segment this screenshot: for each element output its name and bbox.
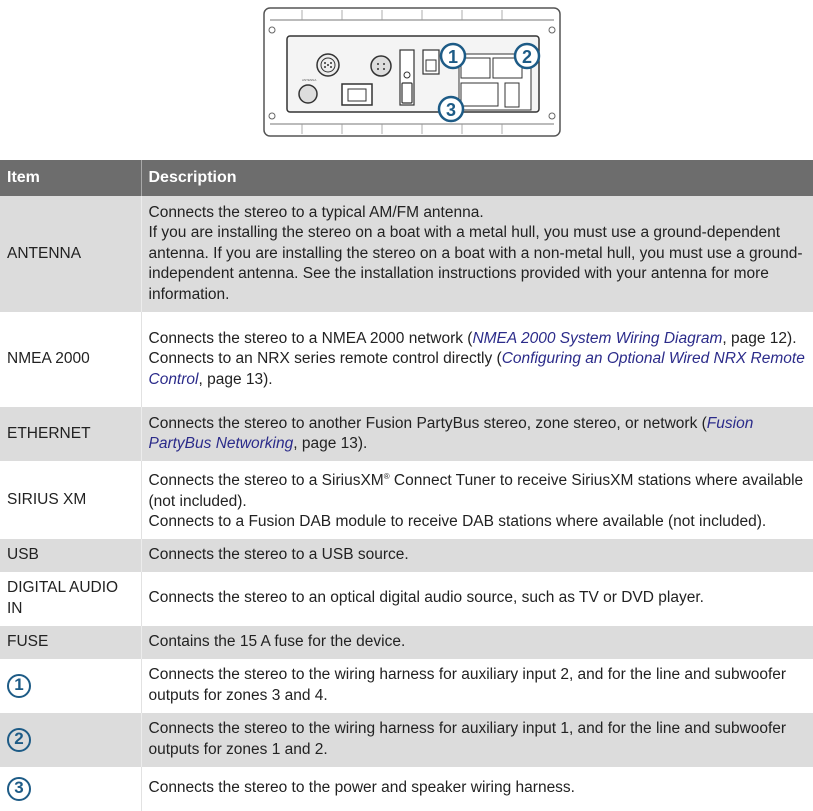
cross-reference-link[interactable]: NMEA 2000 System Wiring Diagram: [472, 329, 723, 347]
table-row-callout-1: [0, 659, 813, 713]
table-header-row: [0, 160, 813, 196]
description-text: Connects the stereo to another Fusion PartyBus stereo, zone stereo, or network (: [148, 414, 707, 432]
table-row-usb: [0, 539, 813, 572]
description-text: Connect Tuner to receive SiriusXM stations where available (not included).: [148, 472, 804, 510]
item-label: ANTENNA: [0, 196, 141, 312]
antenna-port-icon: [299, 78, 317, 103]
column-header-description: Description: [141, 160, 813, 196]
table-row-nmea2000: [0, 312, 813, 407]
table-row-antenna: [0, 196, 813, 312]
table-row-fuse: [0, 626, 813, 659]
description-text: , page 13).: [198, 370, 273, 388]
svg-text:3: 3: [445, 100, 457, 120]
description-text: , page 12).: [722, 329, 797, 347]
item-label: NMEA 2000: [0, 312, 141, 407]
device-figure: [0, 0, 813, 160]
description-text: Connects to an NRX series remote control directly (: [148, 350, 502, 368]
item-description: Connects the stereo to the power and speaker wiring harness.: [148, 779, 575, 797]
table-row-callout-2: [0, 713, 813, 767]
item-label: FUSE: [0, 626, 141, 659]
item-description: [141, 312, 813, 407]
callout-3-marker: [439, 97, 463, 121]
item-label: [0, 713, 141, 767]
item-label: [0, 659, 141, 713]
svg-text:ANTENNA: ANTENNA: [302, 78, 317, 82]
table-row-ethernet: [0, 407, 813, 461]
svg-text:1: 1: [447, 47, 459, 67]
item-label: DIGITAL AUDIO IN: [0, 572, 141, 626]
callout-2-marker: [515, 44, 539, 68]
description-text: , page 13).: [293, 435, 368, 452]
item-label: SIRIUS XM: [0, 461, 141, 539]
description-text: Connects the stereo to a NMEA 2000 network (: [148, 329, 473, 347]
item-description: Connects the stereo to the wiring harness for auxiliary input 1, and for the line and subwoofer outputs for zones 1 and 2.: [141, 713, 813, 767]
connector-table: [0, 160, 813, 811]
callout-3-icon: 3: [7, 777, 31, 801]
nmea2000-port-icon: [317, 54, 339, 76]
item-description: Connects the stereo to a USB source.: [141, 539, 813, 572]
item-description: [141, 407, 813, 461]
stereo-rear-panel-illustration: [262, 6, 562, 138]
description-line: Connects to a Fusion DAB module to receive DAB stations where available (not included).: [148, 513, 767, 531]
item-description: [141, 461, 813, 539]
registered-mark: ®: [383, 472, 390, 481]
description-line: If you are installing the stereo on a boat with a metal hull, you must use a ground-dependent antenna. If you are installing the stereo on a boat with a non-metal hull, you must use a ground-independent antenna. See the installation instructions provided with your antenna for more information.: [148, 224, 803, 303]
item-description: Connects the stereo to an optical digital audio source, such as TV or DVD player.: [148, 589, 704, 607]
callout-1-icon: 1: [7, 674, 31, 698]
table-row-siriusxm: [0, 461, 813, 539]
table-row-digital-audio-in: [0, 572, 813, 626]
cross-reference-link[interactable]: Configuring an Optional Wired NRX Remote Control: [148, 350, 805, 388]
item-description: [141, 196, 813, 312]
cross-reference-link[interactable]: Fusion PartyBus Networking: [148, 414, 754, 452]
svg-text:2: 2: [521, 47, 533, 67]
description-text: Connects the stereo to a SiriusXM: [148, 472, 384, 490]
item-description: Contains the 15 A fuse for the device.: [141, 626, 813, 659]
callout-1-marker: [441, 44, 465, 68]
callout-2-icon: 2: [7, 728, 31, 752]
table-row-callout-3: [0, 767, 813, 811]
item-description: Connects the stereo to the wiring harness for auxiliary input 2, and for the line and subwoofer outputs for zones 3 and 4.: [148, 666, 787, 704]
ethernet-port-icon: [342, 84, 372, 105]
item-label: [0, 767, 141, 811]
siriusxm-port-icon: [371, 56, 391, 76]
column-header-item: Item: [0, 160, 141, 196]
usb-port-icon: [400, 50, 414, 105]
item-label: USB: [0, 539, 141, 572]
item-label: ETHERNET: [0, 407, 141, 461]
description-line: Connects the stereo to a typical AM/FM antenna.: [148, 203, 484, 221]
digital-audio-port-icon: [423, 50, 439, 74]
